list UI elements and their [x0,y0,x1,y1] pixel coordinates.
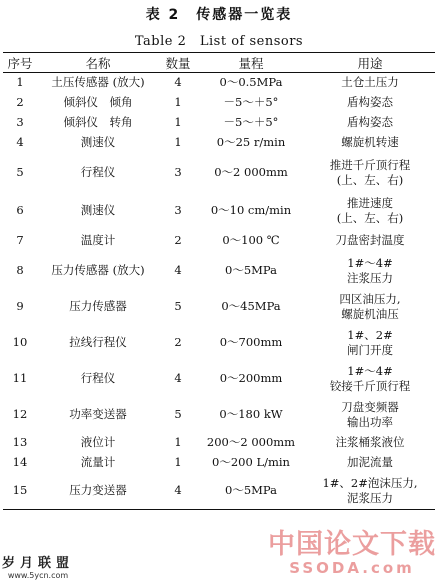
cell-use [305,73,435,93]
cell-name: 压力传感器 [69,299,127,313]
cell-use-line: 螺旋机油压 [341,306,399,321]
cell-use-line: 推进千斤顶行程 [329,157,411,172]
cell-range: 0～25 r/min [216,135,286,149]
cell-use-line: 注浆压力 [347,270,393,285]
cell-qty: 3 [174,165,182,179]
table-row [3,433,435,453]
table-header-row [3,53,435,73]
cell-use-line: 刀盘变频器 [341,399,399,414]
table-body [3,73,435,510]
header-no: 序号 [3,53,37,73]
logo-url: www.5ycn.com [7,571,69,580]
cell-no: 1 [16,75,24,90]
table-row [3,289,435,325]
cell-qty: 4 [174,75,182,90]
cell-qty: 4 [174,371,182,385]
cell-use-line: 推进速度 [347,195,393,210]
cell-no: 4 [16,135,24,149]
cell-use-line: 加泥流量 [347,455,393,469]
sensor-table [3,52,435,510]
cell-range: 0～700mm [219,335,283,349]
cell-name: 温度计 [80,233,116,247]
cell-use-line: 注浆桶浆液位 [335,435,405,449]
cell-use [305,433,435,453]
table-row [3,229,435,253]
cell-qty: 5 [174,299,182,313]
cell-name: 行程仪 [80,371,116,385]
cell-no: 14 [12,455,28,469]
cell-use [305,325,435,361]
cell-use-line: 泥浆压力 [347,490,393,505]
cell-name: 测速仪 [80,135,116,149]
cell-range: －5～＋5° [223,95,279,109]
cell-name: 测速仪 [80,203,116,217]
cell-range: 0～200 L/min [212,455,290,469]
table-row [3,473,435,510]
site-logo [2,556,74,580]
table-row [3,193,435,229]
cell-range: 0～180 kW [219,407,283,421]
cell-range: －5～＋5° [223,115,279,129]
table-title-en: Table 2 List of sensors [134,34,304,49]
cell-name: 压力变送器 [37,473,159,510]
cell-no: 3 [16,115,24,129]
cell-range: 0～10 cm/min [210,203,292,217]
cell-name: 土压传感器 (放大) [51,75,145,90]
cell-qty: 1 [174,455,182,469]
cell-qty: 1 [174,95,182,109]
cell-range: 0～5MPa [197,473,305,510]
header-name: 名称 [37,53,159,73]
cell-use [305,133,435,153]
cell-use-line: 螺旋机转速 [341,135,399,149]
cell-use-line: 1#～4# [347,255,393,270]
cell-use [305,229,435,253]
cell-name: 液位计 [80,435,116,449]
cell-range: 0～200mm [219,371,283,385]
cell-use-line: 土仓土压力 [341,75,399,90]
cell-qty: 1 [174,435,182,449]
cell-qty: 4 [174,263,182,277]
cell-qty: 2 [174,233,182,247]
cell-name: 行程仪 [80,165,116,179]
cell-range: 0～100 ℃ [222,233,280,247]
cell-qty: 1 [174,135,182,149]
header-range: 量程 [197,53,305,73]
cell-no: 13 [12,435,28,449]
table-row [3,153,435,193]
cell-use-line: 1#、2#泡沫压力, [322,475,418,490]
cell-name: 倾斜仪 转角 [63,115,133,129]
cell-name: 倾斜仪 倾角 [63,95,133,109]
header-use: 用途 [305,53,435,73]
cell-no: 12 [12,407,28,421]
cell-use [305,253,435,289]
table-row [3,397,435,433]
cell-use-line: 盾构姿态 [347,115,393,129]
cell-name: 拉线行程仪 [69,335,127,349]
cell-no: 10 [12,335,28,349]
cell-use [305,473,435,510]
logo-text: 岁月联盟 [2,556,75,571]
table-row [3,325,435,361]
cell-qty: 5 [174,407,182,421]
cell-no: 15 [3,473,37,510]
cell-use [305,113,435,133]
cell-no: 11 [12,371,28,385]
cell-name: 压力传感器 (放大) [51,263,145,277]
table-title-cn: 表 2 传感器一览表 [145,7,293,23]
cell-use [305,361,435,397]
header-qty: 数量 [159,53,197,73]
cell-qty: 3 [174,203,182,217]
table-row [3,113,435,133]
cell-range: 0～0.5MPa [219,75,283,90]
cell-use [305,153,435,193]
cell-no: 5 [16,165,24,179]
cell-use-line: 铰接千斤顶行程 [329,378,411,393]
cell-no: 2 [16,95,24,109]
cell-qty: 2 [174,335,182,349]
cell-no: 9 [16,299,24,313]
cell-range: 200～2 000mm [206,435,296,449]
table-row [3,253,435,289]
cell-name: 流量计 [80,455,116,469]
watermark-url: SSODA.com [289,559,415,577]
cell-use [305,397,435,433]
table-row [3,73,435,93]
cell-qty: 1 [174,115,182,129]
cell-use-line: 1#～4# [347,363,393,378]
cell-qty: 4 [159,473,197,510]
cell-range: 0～2 000mm [214,165,288,179]
cell-use-line: 刀盘密封温度 [335,233,405,247]
table-row [3,133,435,153]
watermark-text: 中国论文下载 [268,529,436,560]
cell-use-line: 1#、2# [347,327,393,342]
cell-no: 8 [16,263,24,277]
table-row [3,93,435,113]
cell-use [305,193,435,229]
cell-use [305,289,435,325]
cell-no: 7 [16,233,24,247]
cell-use-line: (上、左、右) [336,210,404,225]
cell-no: 6 [16,203,24,217]
watermark [268,530,436,576]
cell-use [305,453,435,473]
cell-name: 功率变送器 [69,407,127,421]
cell-use [305,93,435,113]
cell-use-line: 输出功率 [347,414,393,429]
cell-use-line: 盾构姿态 [347,95,393,109]
cell-range: 0～45MPa [221,299,281,313]
table-row [3,453,435,473]
cell-range: 0～5MPa [225,263,277,277]
table-row [3,361,435,397]
cell-use-line: 闸门开度 [347,342,393,357]
cell-use-line: 四区油压力, [339,291,401,306]
cell-use-line: (上、左、右) [336,172,404,187]
